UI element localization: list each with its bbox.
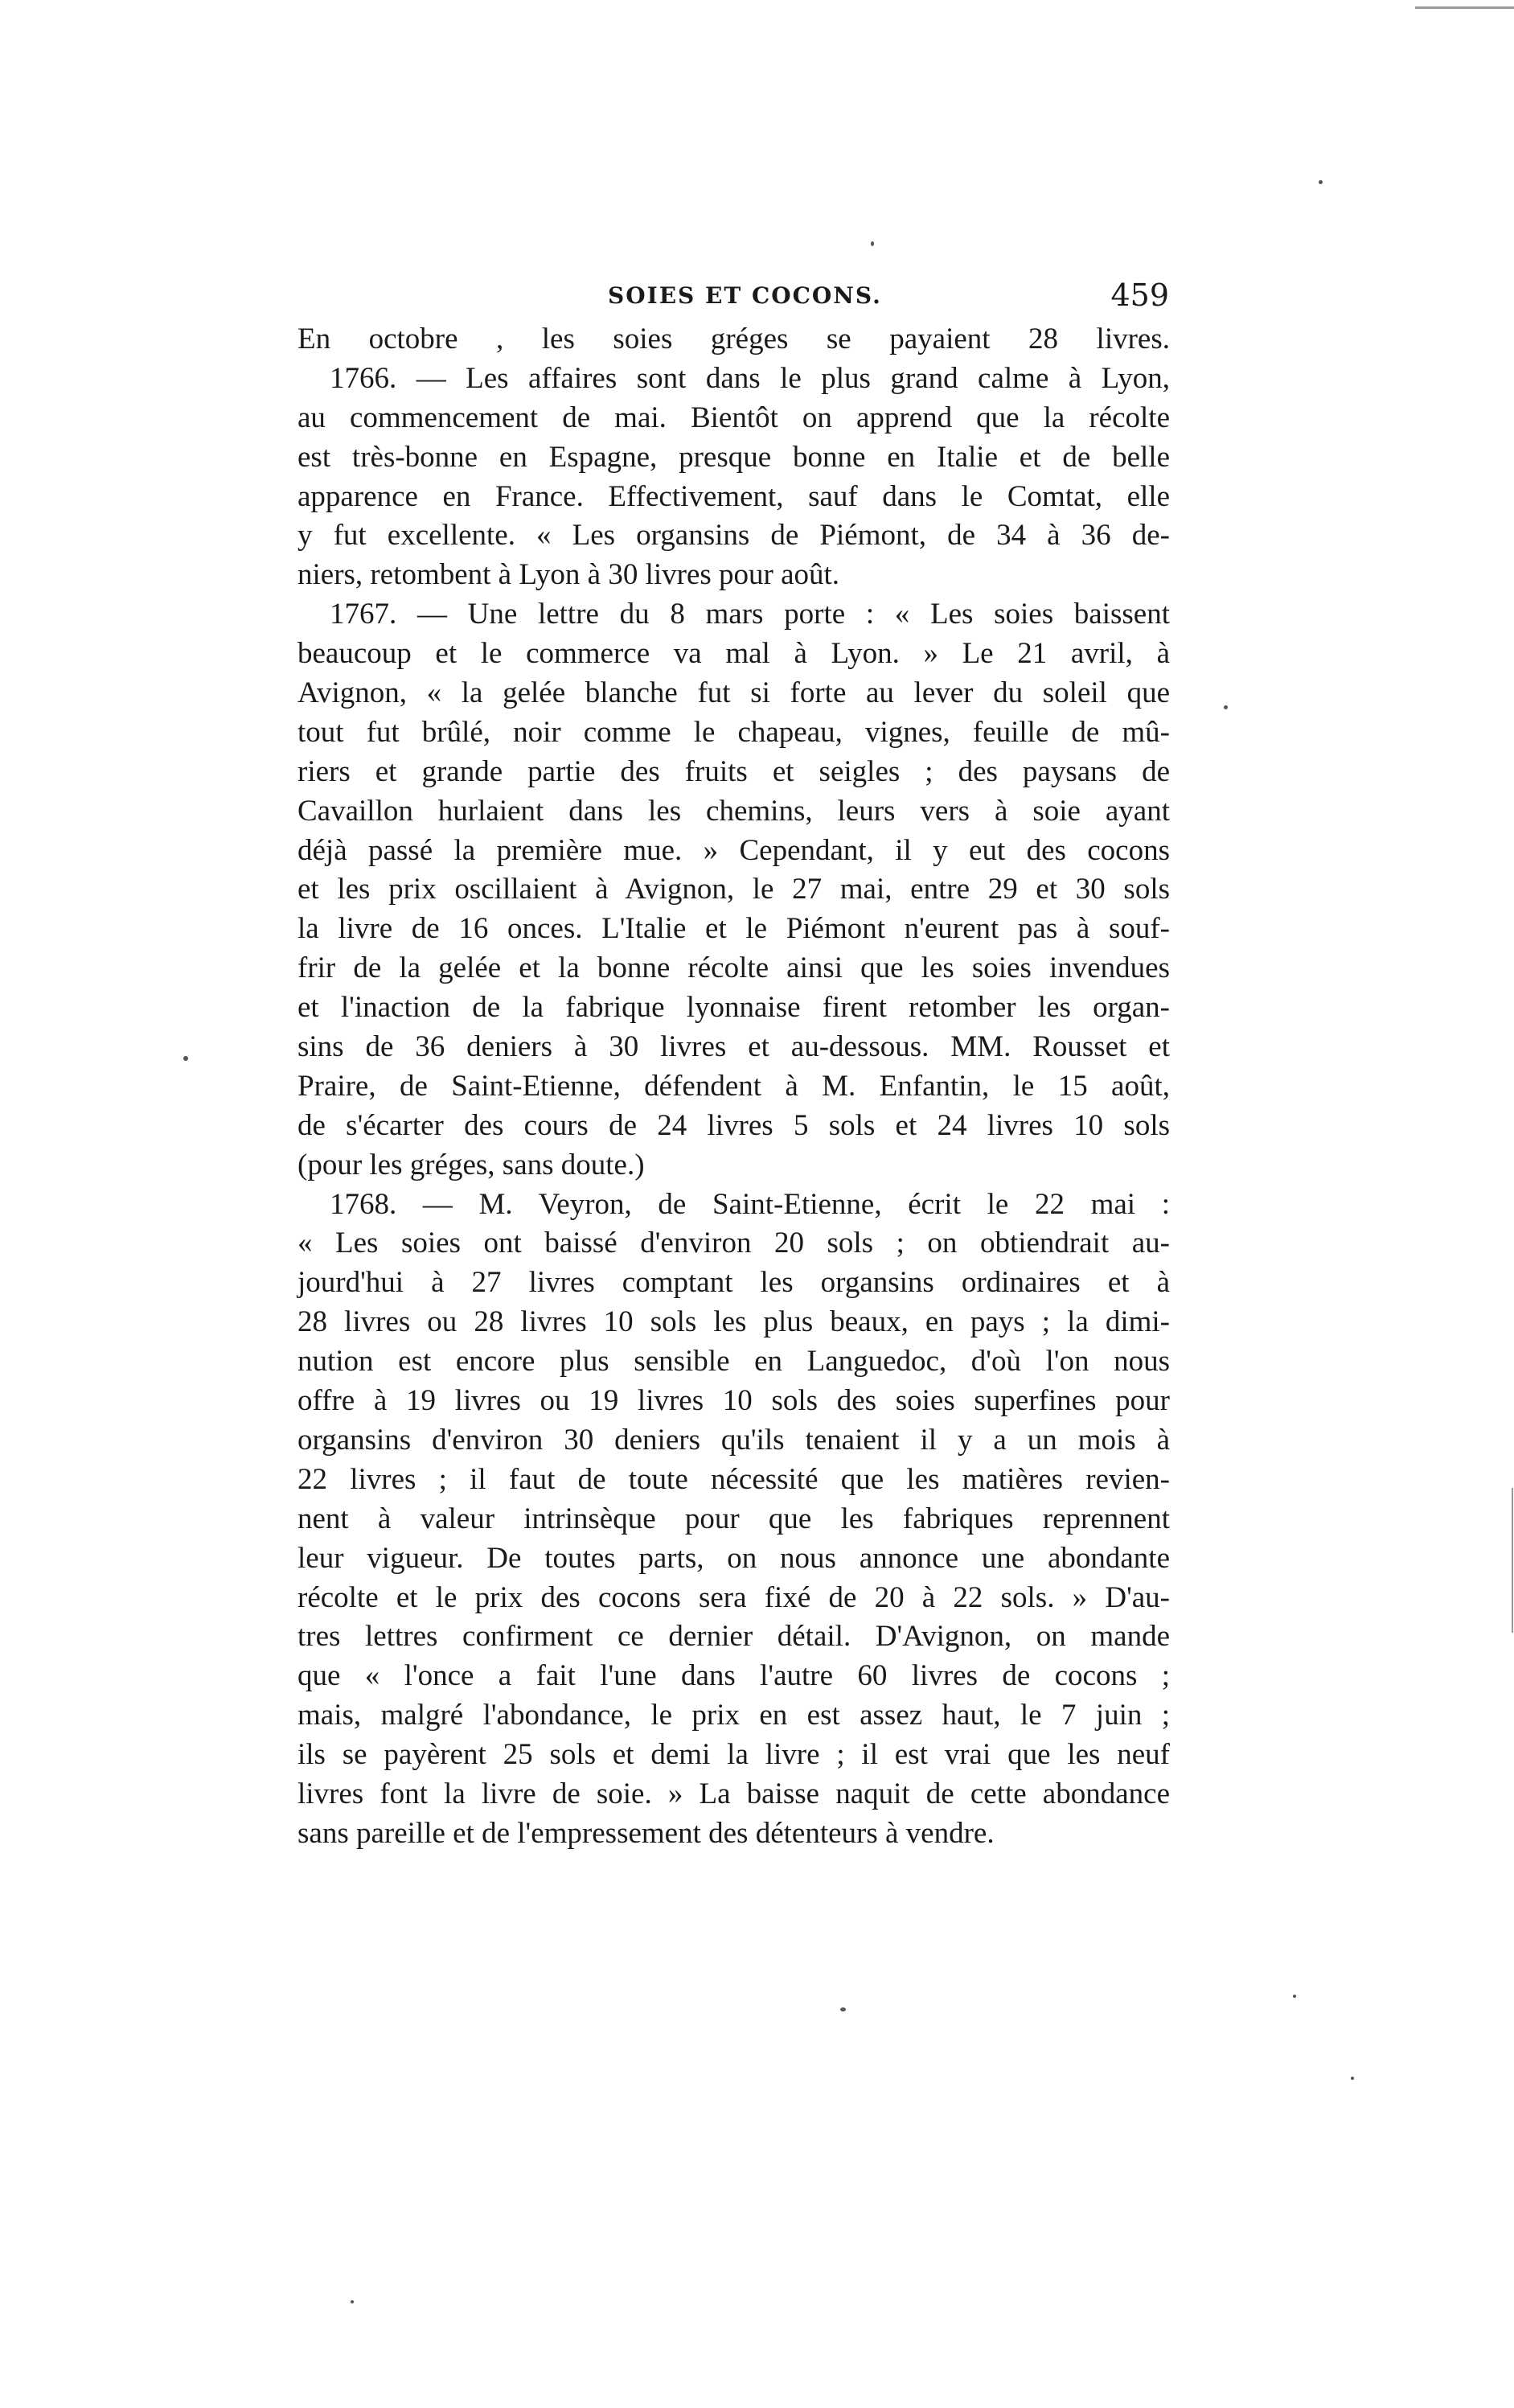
- text-line: En octobre , les soies gréges se payaient 28 livres.: [297, 323, 1170, 355]
- text-line: 1768. — M. Veyron, de Saint-Etienne, écrit le 22 mai :: [330, 1187, 1170, 1221]
- text-line: livres font la livre de soie. » La baisse naquit de cette abondance: [297, 1777, 1170, 1810]
- text-line: au commencement de mai. Bientôt on apprend que la récolte: [297, 401, 1170, 434]
- scan-edge-line: [1415, 6, 1514, 9]
- scan-speck: [1351, 2077, 1354, 2080]
- text-line: et les prix oscillaient à Avignon, le 27 mai, entre 29 et 30 sols: [297, 873, 1170, 906]
- text-line: sans pareille et de l'empressement des détenteurs à vendre.: [297, 1816, 995, 1850]
- text-line: Praire, de Saint-Etienne, défendent à M. Enfantin, le 15 août,: [297, 1069, 1170, 1103]
- text-line: 22 livres ; il faut de toute nécessité que les matières revien-: [297, 1462, 1170, 1496]
- body-text: [297, 320, 1170, 1854]
- text-line: « Les soies ont baissé d'environ 20 sols ; on obtiendrait au-: [297, 1227, 1170, 1260]
- page-number: 459: [1110, 277, 1169, 313]
- text-line: niers, retombent à Lyon à 30 livres pour août.: [297, 558, 840, 592]
- text-line: 1767. — Une lettre du 8 mars porte : « Les soies baissent: [330, 598, 1170, 631]
- text-line: ils se payèrent 25 sols et demi la livre ; il est vrai que les neuf: [297, 1738, 1170, 1772]
- text-line: 28 livres ou 28 livres 10 sols les plus beaux, en pays ; la dimi-: [297, 1305, 1170, 1339]
- scan-speck: [1319, 180, 1323, 184]
- text-line: riers et grande partie des fruits et seigles ; des paysans de: [297, 754, 1170, 788]
- scan-speck: [1224, 705, 1228, 709]
- text-line: 1766. — Les affaires sont dans le plus grand calme à Lyon,: [330, 361, 1170, 395]
- running-title: SOIES ET COCONS.: [608, 282, 882, 309]
- text-line: beaucoup et le commerce va mal à Lyon. » Le 21 avril, à: [297, 637, 1170, 671]
- text-line: déjà passé la première mue. » Cependant, il y eut des cocons: [297, 833, 1170, 867]
- text-line: tres lettres confirment ce dernier détail. D'Avignon, on mande: [297, 1620, 1170, 1654]
- text-line: (pour les gréges, sans doute.): [297, 1148, 645, 1181]
- text-line: mais, malgré l'abondance, le prix en est assez haut, le 7 juin ;: [297, 1699, 1170, 1732]
- text-line: et l'inaction de la fabrique lyonnaise firent retomber les organ-: [297, 991, 1170, 1025]
- text-line: jourd'hui à 27 livres comptant les organsins ordinaires et à: [297, 1266, 1170, 1300]
- scan-speck: [871, 241, 874, 246]
- text-line: organsins d'environ 30 deniers qu'ils tenaient il y a un mois à: [297, 1423, 1170, 1457]
- text-line: tout fut brûlé, noir comme le chapeau, vignes, feuille de mû-: [297, 715, 1170, 749]
- text-line: de s'écarter des cours de 24 livres 5 sols et 24 livres 10 sols: [297, 1108, 1170, 1142]
- text-line: leur vigueur. De toutes parts, on nous annonce une abondante: [297, 1541, 1170, 1575]
- text-line: la livre de 16 onces. L'Italie et le Piémont n'eurent pas à souf-: [297, 912, 1170, 946]
- running-head: [608, 277, 1169, 318]
- text-line: que « l'once a fait l'une dans l'autre 60 livres de cocons ;: [297, 1659, 1170, 1693]
- text-line: Avignon, « la gelée blanche fut si forte au lever du soleil que: [297, 676, 1170, 710]
- text-line: sins de 36 deniers à 30 livres et au-dessous. MM. Rousset et: [297, 1030, 1170, 1064]
- scan-speck: [351, 2300, 354, 2303]
- scan-speck: [840, 2007, 846, 2011]
- text-line: nution est encore plus sensible en Languedoc, d'où l'on nous: [297, 1345, 1170, 1379]
- text-line: y fut excellente. « Les organsins de Piémont, de 34 à 36 de-: [297, 519, 1170, 553]
- scan-speck: [183, 1056, 188, 1061]
- text-line: récolte et le prix des cocons sera fixé de 20 à 22 sols. » D'au-: [297, 1580, 1170, 1614]
- text-line: nent à valeur intrinsèque pour que les fabriques reprennent: [297, 1502, 1170, 1535]
- scan-speck: [1293, 1995, 1296, 1998]
- text-line: offre à 19 livres ou 19 livres 10 sols des soies superfines pour: [297, 1384, 1170, 1418]
- text-line: frir de la gelée et la bonne récolte ainsi que les soies invendues: [297, 951, 1170, 985]
- scan-edge-line: [1512, 1488, 1513, 1633]
- text-line: apparence en France. Effectivement, sauf dans le Comtat, elle: [297, 479, 1170, 513]
- text-line: Cavaillon hurlaient dans les chemins, leurs vers à soie ayant: [297, 794, 1170, 828]
- text-line: est très-bonne en Espagne, presque bonne en Italie et de belle: [297, 440, 1170, 474]
